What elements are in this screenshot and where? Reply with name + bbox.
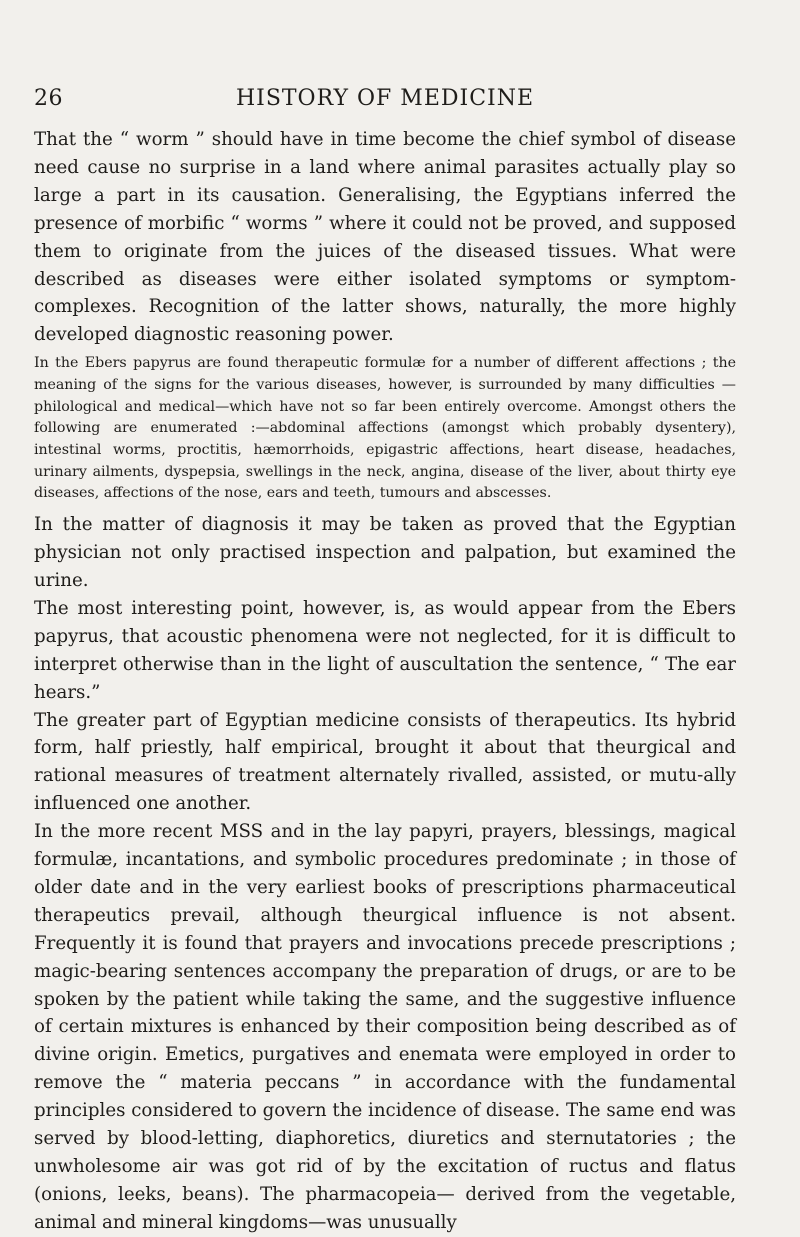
paragraph-worm-symbol: That the “ worm ” should have in time become the chief symbol of disease need cause no surprise in a land where animal parasites actually play so large a part in its causation. Generalising, the Egyptians inferred the presence of morbific “ worms ” where it could not be proved, and supposed them to originate from the juices of the diseased tissues. What were described as diseases were either isolated symptoms or symptom-complexes. Recognition of the latter shows, naturally, the more highly developed diagnostic reasoning power. [34, 129, 736, 346]
small-print-ebers-note: In the Ebers papyrus are found therapeutic formulæ for a number of different affections ; the meaning of the signs for the various diseases, however, is surrounded by many difficulties —philological and medical—which have not so far been entirely overcome. Amongst others the following are enumerated :—abdominal affections (amongst which probably dysentery), intestinal worms, proctitis, hæmorrhoids, epigastric affections, heart disease, headaches, urinary ailments, dyspepsia, swellings in the neck, angina, disease of the liver, about thirty eye diseases, affections of the nose, ears and teeth, tumours and abscesses. [34, 355, 736, 502]
page-number: 26 [34, 86, 63, 111]
paragraph-auscultation: The most interesting point, however, is, as would appear from the Ebers papyrus, that acoustic phenomena were not neglected, for it is difficult to interpret otherwise than in the light of auscultation the sentence, “ The ear hears.” [34, 597, 736, 703]
paragraph-magical-formulae: In the more recent MSS and in the lay papyri, prayers, blessings, magical formulæ, incantations, and symbolic procedures predominate ; in those of older date and in the very earliest books of prescriptions pharmaceutical therapeutics prevail, although theurgical influence is not absent. Frequently it is found that prayers and invocations precede prescriptions ; magic-bearing sentences accompany the preparation of drugs, or are to be spoken by the patient while taking the same, and the suggestive influence of certain mixtures is enhanced by their composition being described as of divine origin. Emetics, purgatives and enemata were employed in order to remove the “ materia peccans ” in accordance with the fundamental principles considered to govern the incidence of disease. The same end was served by blood-letting, diaphoretics, diuretics and sternutatories ; the unwholesome air was got rid of by the excitation of ructus and flatus (onions, leeks, beans). The pharmacopeia— derived from the vegetable, animal and mineral kingdoms—was unusually [34, 821, 736, 1233]
text-block [34, 126, 736, 1237]
running-title: HISTORY OF MEDICINE [235, 86, 535, 111]
running-head [34, 86, 736, 116]
paragraph-therapeutics: The greater part of Egyptian medicine consists of therapeutics. Its hybrid form, half priestly, half empirical, brought it about that theurgical and rational measures of treatment alternately rivalled, assisted, or mutu-ally influenced one another. [34, 709, 736, 815]
paragraph-diagnosis: In the matter of diagnosis it may be taken as proved that the Egyptian physician not only practised inspection and palpation, but examined the urine. [34, 514, 736, 591]
